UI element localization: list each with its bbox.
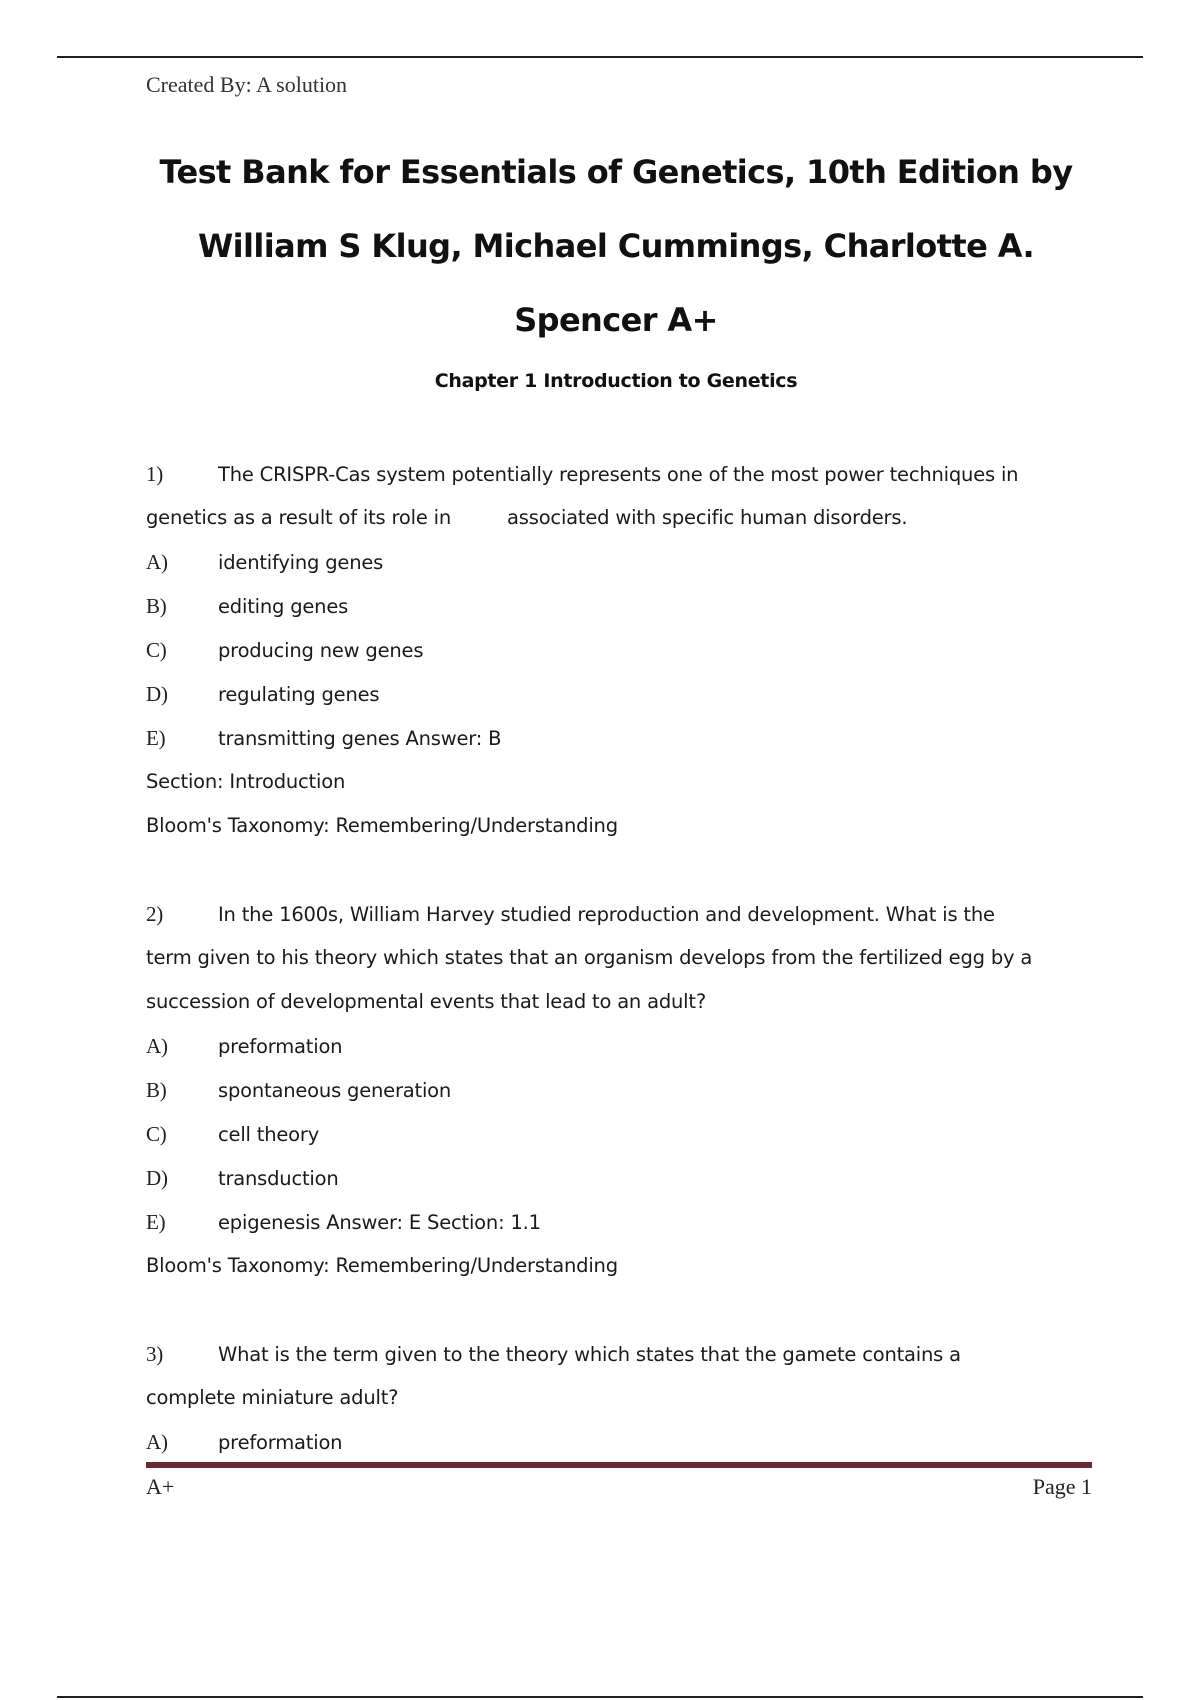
option-a: [146, 1024, 1086, 1068]
option-text: epigenesis Answer: E Section: 1.1: [218, 1211, 541, 1234]
chapter-title: Chapter 1 Introduction to Genetics: [434, 370, 798, 392]
footer-left-text: A+: [146, 1474, 175, 1499]
option-text: spontaneous generation: [218, 1079, 452, 1102]
option-text: preformation: [218, 1431, 343, 1454]
question-stem-line: [146, 496, 1086, 540]
option-label: E): [146, 726, 166, 750]
question-spacer: [146, 1288, 1086, 1332]
option-label: A): [146, 1430, 168, 1454]
question-stem-line: [146, 452, 1086, 496]
question-text: What is the term given to the theory which states that the gamete contains a: [218, 1343, 961, 1366]
option-text: producing new genes: [218, 639, 424, 662]
footer-rule: [146, 1462, 1092, 1468]
question-stem-line: succession of developmental events that lead to an adult?: [146, 990, 706, 1013]
option-b: [146, 1068, 1086, 1112]
title-line-1: Test Bank for Essentials of Genetics, 10th Edition by: [159, 153, 1073, 191]
option-a: [146, 540, 1086, 584]
option-c: [146, 1112, 1086, 1156]
question-text: associated with specific human disorders.: [507, 506, 908, 529]
question-number: 1): [146, 462, 164, 486]
title-line-2: William S Klug, Michael Cummings, Charlotte A.: [197, 227, 1035, 265]
question-1: [146, 452, 1086, 848]
created-by-header: Created By: A solution: [146, 72, 348, 97]
option-text: preformation: [218, 1035, 343, 1058]
option-e: [146, 1200, 1086, 1244]
question-number: 3): [146, 1342, 164, 1366]
option-label: E): [146, 1210, 166, 1234]
bottom-rule: [57, 1696, 1143, 1698]
question-stem-line: term given to his theory which states that an organism develops from the fertilized egg by a: [146, 946, 1033, 969]
question-text: In the 1600s, William Harvey studied reproduction and development. What is the: [218, 903, 995, 926]
question-list: [146, 452, 1086, 1464]
option-label: A): [146, 550, 168, 574]
option-a: [146, 1420, 1086, 1464]
question-3: [146, 1332, 1086, 1464]
question-stem-line: complete miniature adult?: [146, 1386, 399, 1409]
question-text: The CRISPR-Cas system potentially represents one of the most power techniques in: [218, 463, 1019, 486]
question-number: 2): [146, 902, 164, 926]
option-text: regulating genes: [218, 683, 380, 706]
title-line-3: Spencer A+: [514, 301, 718, 339]
option-text: editing genes: [218, 595, 349, 618]
option-text: transduction: [218, 1167, 339, 1190]
question-2: [146, 892, 1086, 1288]
bloom-taxonomy-line: Bloom's Taxonomy: Remembering/Understanding: [146, 1254, 618, 1277]
bloom-taxonomy-line: Bloom's Taxonomy: Remembering/Understanding: [146, 814, 618, 837]
document-title: [146, 140, 1086, 362]
question-spacer: [146, 848, 1086, 892]
question-stem-line: [146, 1332, 1086, 1376]
question-text: genetics as a result of its role in: [146, 506, 452, 529]
option-label: C): [146, 638, 167, 662]
option-label: D): [146, 682, 168, 706]
section-line: Section: Introduction: [146, 770, 346, 793]
option-label: C): [146, 1122, 167, 1146]
option-label: D): [146, 1166, 168, 1190]
option-e: [146, 716, 1086, 760]
option-label: B): [146, 594, 167, 618]
page-number: Page 1: [1032, 1474, 1092, 1499]
top-rule: [57, 56, 1143, 58]
option-label: A): [146, 1034, 168, 1058]
option-text: transmitting genes Answer: B: [218, 727, 502, 750]
option-d: [146, 1156, 1086, 1200]
option-c: [146, 628, 1086, 672]
option-text: identifying genes: [218, 551, 384, 574]
question-stem-line: [146, 892, 1086, 936]
option-d: [146, 672, 1086, 716]
option-text: cell theory: [218, 1123, 320, 1146]
option-label: B): [146, 1078, 167, 1102]
option-b: [146, 584, 1086, 628]
